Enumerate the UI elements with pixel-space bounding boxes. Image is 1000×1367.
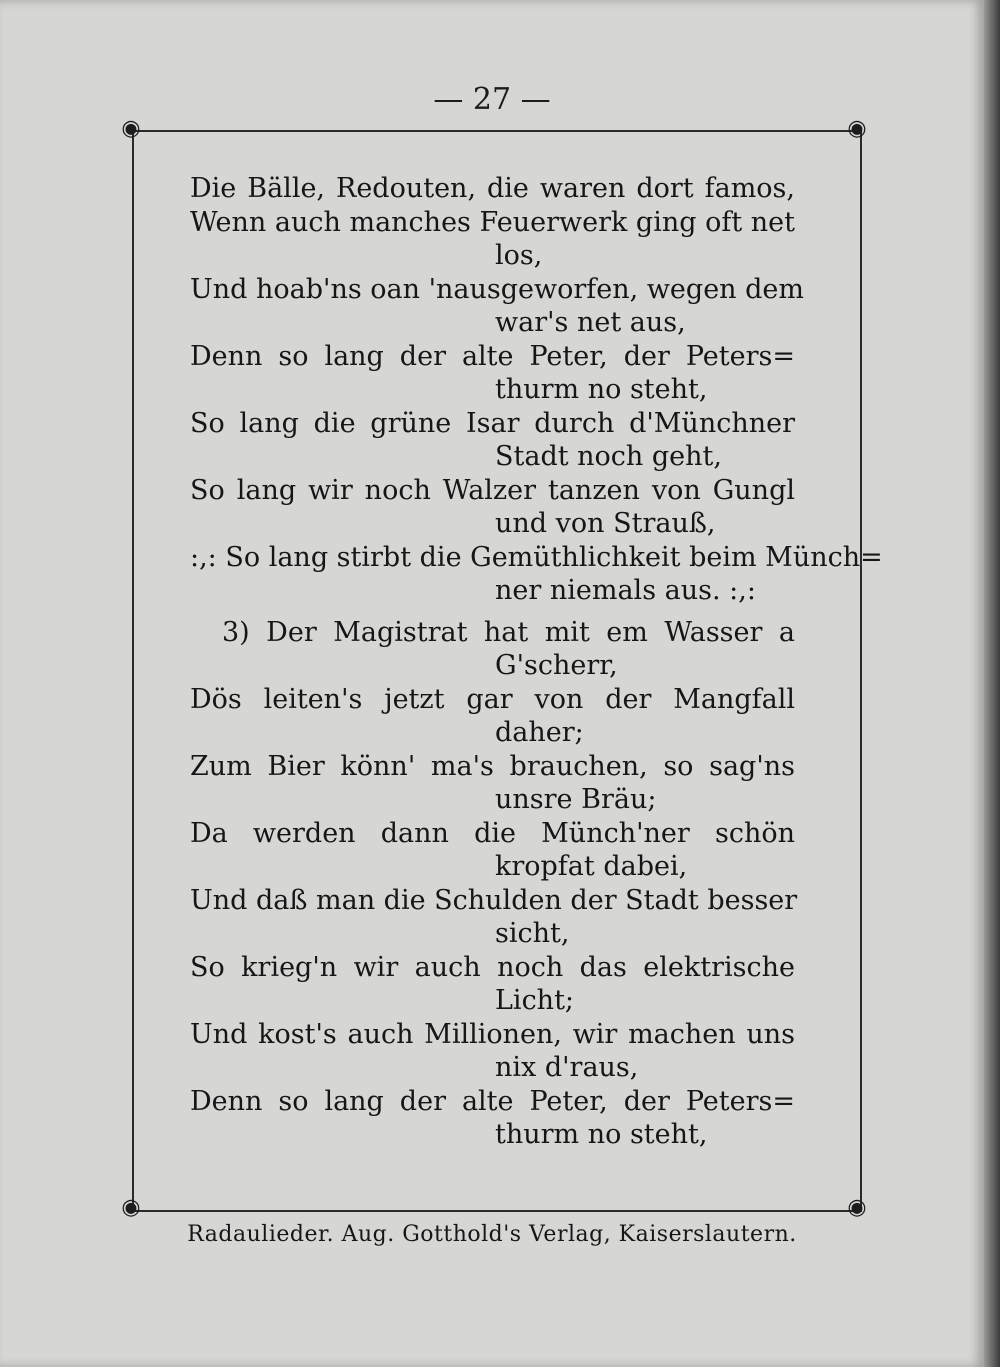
continuation-line: thurm no steht,: [495, 1119, 708, 1150]
text-line: Denn so lang der alte Peter, der Peters=: [190, 340, 795, 372]
text-line: Zum Bier könn' ma's brauchen, so sag'ns: [190, 750, 795, 782]
continuation-line: unsre Bräu;: [495, 784, 657, 815]
text-line: Dös leiten's jetzt gar von der Mangfall: [190, 683, 795, 715]
text-line: Die Bälle, Redouten, die waren dort famos,: [190, 173, 795, 204]
text-line: So lang wir noch Walzer tanzen von Gungl: [190, 474, 795, 506]
corner-ornament-icon: ◉: [121, 1195, 141, 1220]
page-number: — 27 —: [433, 82, 551, 117]
continuation-line: ner niemals aus. :,:: [495, 575, 756, 606]
continuation-line: los,: [495, 240, 543, 271]
text-line: Denn so lang der alte Peter, der Peters=: [190, 1085, 795, 1117]
text-line: Und hoab'ns oan 'nausgeworfen, wegen dem: [190, 273, 805, 305]
continuation-line: daher;: [495, 717, 584, 748]
text-line: Und kost's auch Millionen, wir machen uns: [190, 1018, 795, 1050]
text-line: Da werden dann die Münch'ner schön: [190, 817, 795, 849]
continuation-line: und von Strauß,: [495, 508, 716, 539]
corner-ornament-icon: ◉: [847, 116, 867, 141]
text-line: Wenn auch manches Feuerwerk ging oft net: [190, 206, 796, 238]
continuation-line: thurm no steht,: [495, 374, 708, 405]
song-text: [190, 172, 883, 1152]
continuation-line: Licht;: [495, 985, 575, 1016]
corner-ornament-icon: ◉: [847, 1195, 867, 1220]
text-line: So krieg'n wir auch noch das elektrische: [190, 951, 795, 983]
page-edge: [984, 0, 1000, 1367]
corner-ornament-icon: ◉: [121, 116, 141, 141]
continuation-line: war's net aus,: [495, 307, 686, 338]
text-line: Und daß man die Schulden der Stadt besser: [190, 884, 798, 916]
publisher-footer: Radaulieder. Aug. Gotthold's Verlag, Kaiserslautern.: [187, 1222, 797, 1247]
text-line: So lang die grüne Isar durch d'Münchner: [190, 407, 795, 439]
continuation-line: G'scherr,: [495, 650, 618, 681]
continuation-line: sicht,: [495, 918, 570, 949]
continuation-line: kropfat dabei,: [495, 851, 688, 882]
continuation-line: Stadt noch geht,: [495, 441, 722, 472]
text-line: 3) Der Magistrat hat mit em Wasser a: [222, 616, 795, 648]
continuation-line: nix d'raus,: [495, 1052, 639, 1083]
text-line: :,: So lang stirbt die Gemüthlichkeit beim Münch=: [190, 541, 883, 573]
